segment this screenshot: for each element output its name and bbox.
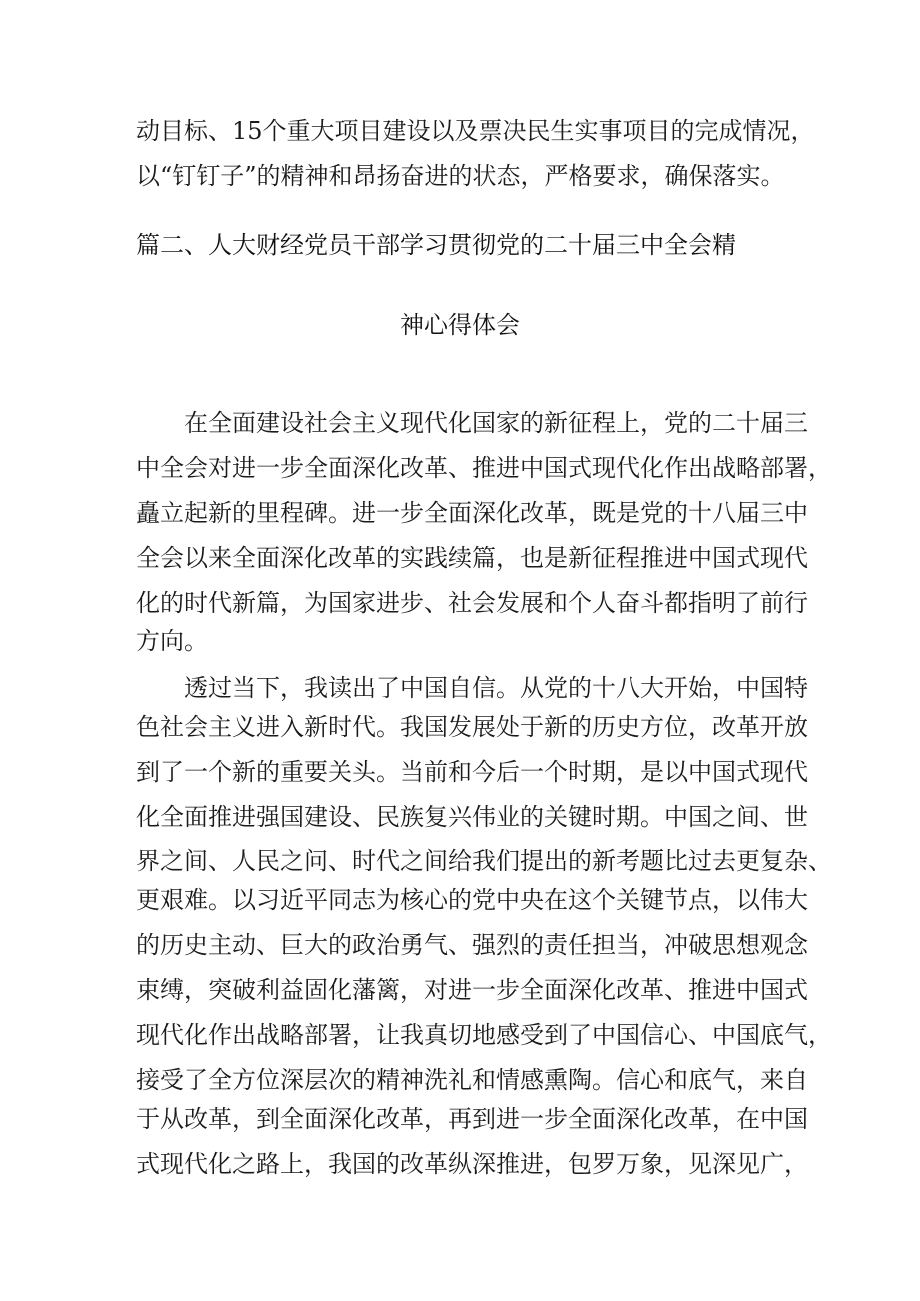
text-line: 化的时代新篇，为国家进步、社会发展和个人奋斗都指明了前行 bbox=[136, 589, 808, 617]
text-line: 动目标、15个重大项目建设以及票决民生实事项目的完成情况， bbox=[136, 117, 815, 145]
section-title-line-2: 神心得体会 bbox=[400, 311, 520, 339]
section-title-line-1: 篇二、人大财经党员干部学习贯彻党的二十届三中全会精 bbox=[136, 231, 736, 259]
paragraph-first-line: 透过当下，我读出了中国自信。从党的十八大开始，中国特 bbox=[184, 674, 808, 702]
text-line: 方向。 bbox=[136, 627, 208, 655]
text-line: 于从改革，到全面深化改革，再到进一步全面深化改革，在中国 bbox=[136, 1105, 808, 1133]
text-line: 的历史主动、巨大的政治勇气、强烈的责任担当，冲破思想观念 bbox=[136, 931, 808, 959]
text-line: 全会以来全面深化改革的实践续篇，也是新征程推进中国式现代 bbox=[136, 544, 808, 572]
text-line: 接受了全方位深层次的精神洗礼和情感熏陶。信心和底气，来自 bbox=[136, 1066, 808, 1094]
text-line: 更艰难。以习近平同志为核心的党中央在这个关键节点，以伟大 bbox=[136, 886, 808, 914]
text-line: 式现代化之路上，我国的改革纵深推进，包罗万象，见深见广， bbox=[136, 1150, 808, 1178]
paragraph-first-line: 在全面建设社会主义现代化国家的新征程上，党的二十届三 bbox=[184, 409, 808, 437]
text-line: 色社会主义进入新时代。我国发展处于新的历史方位，改革开放 bbox=[136, 713, 808, 741]
text-line: 到了一个新的重要关头。当前和今后一个时期，是以中国式现代 bbox=[136, 758, 808, 786]
text-line: 界之间、人民之问、时代之间给我们提出的新考题比过去更复杂、 bbox=[136, 847, 832, 875]
text-line: 束缚，突破利益固化藩篱，对进一步全面深化改革、推进中国式 bbox=[136, 976, 808, 1004]
text-line: 现代化作出战略部署，让我真切地感受到了中国信心、中国底气， bbox=[136, 1021, 832, 1049]
text-line: 以“钉钉子”的精神和昂扬奋进的状态，严格要求，确保落实。 bbox=[136, 162, 785, 190]
text-line: 矗立起新的里程碑。进一步全面深化改革，既是党的十八届三中 bbox=[136, 499, 808, 527]
text-line: 化全面推进强国建设、民族复兴伟业的关键时期。中国之间、世 bbox=[136, 803, 808, 831]
text-line: 中全会对进一步全面深化改革、推进中国式现代化作出战略部署， bbox=[136, 454, 832, 482]
